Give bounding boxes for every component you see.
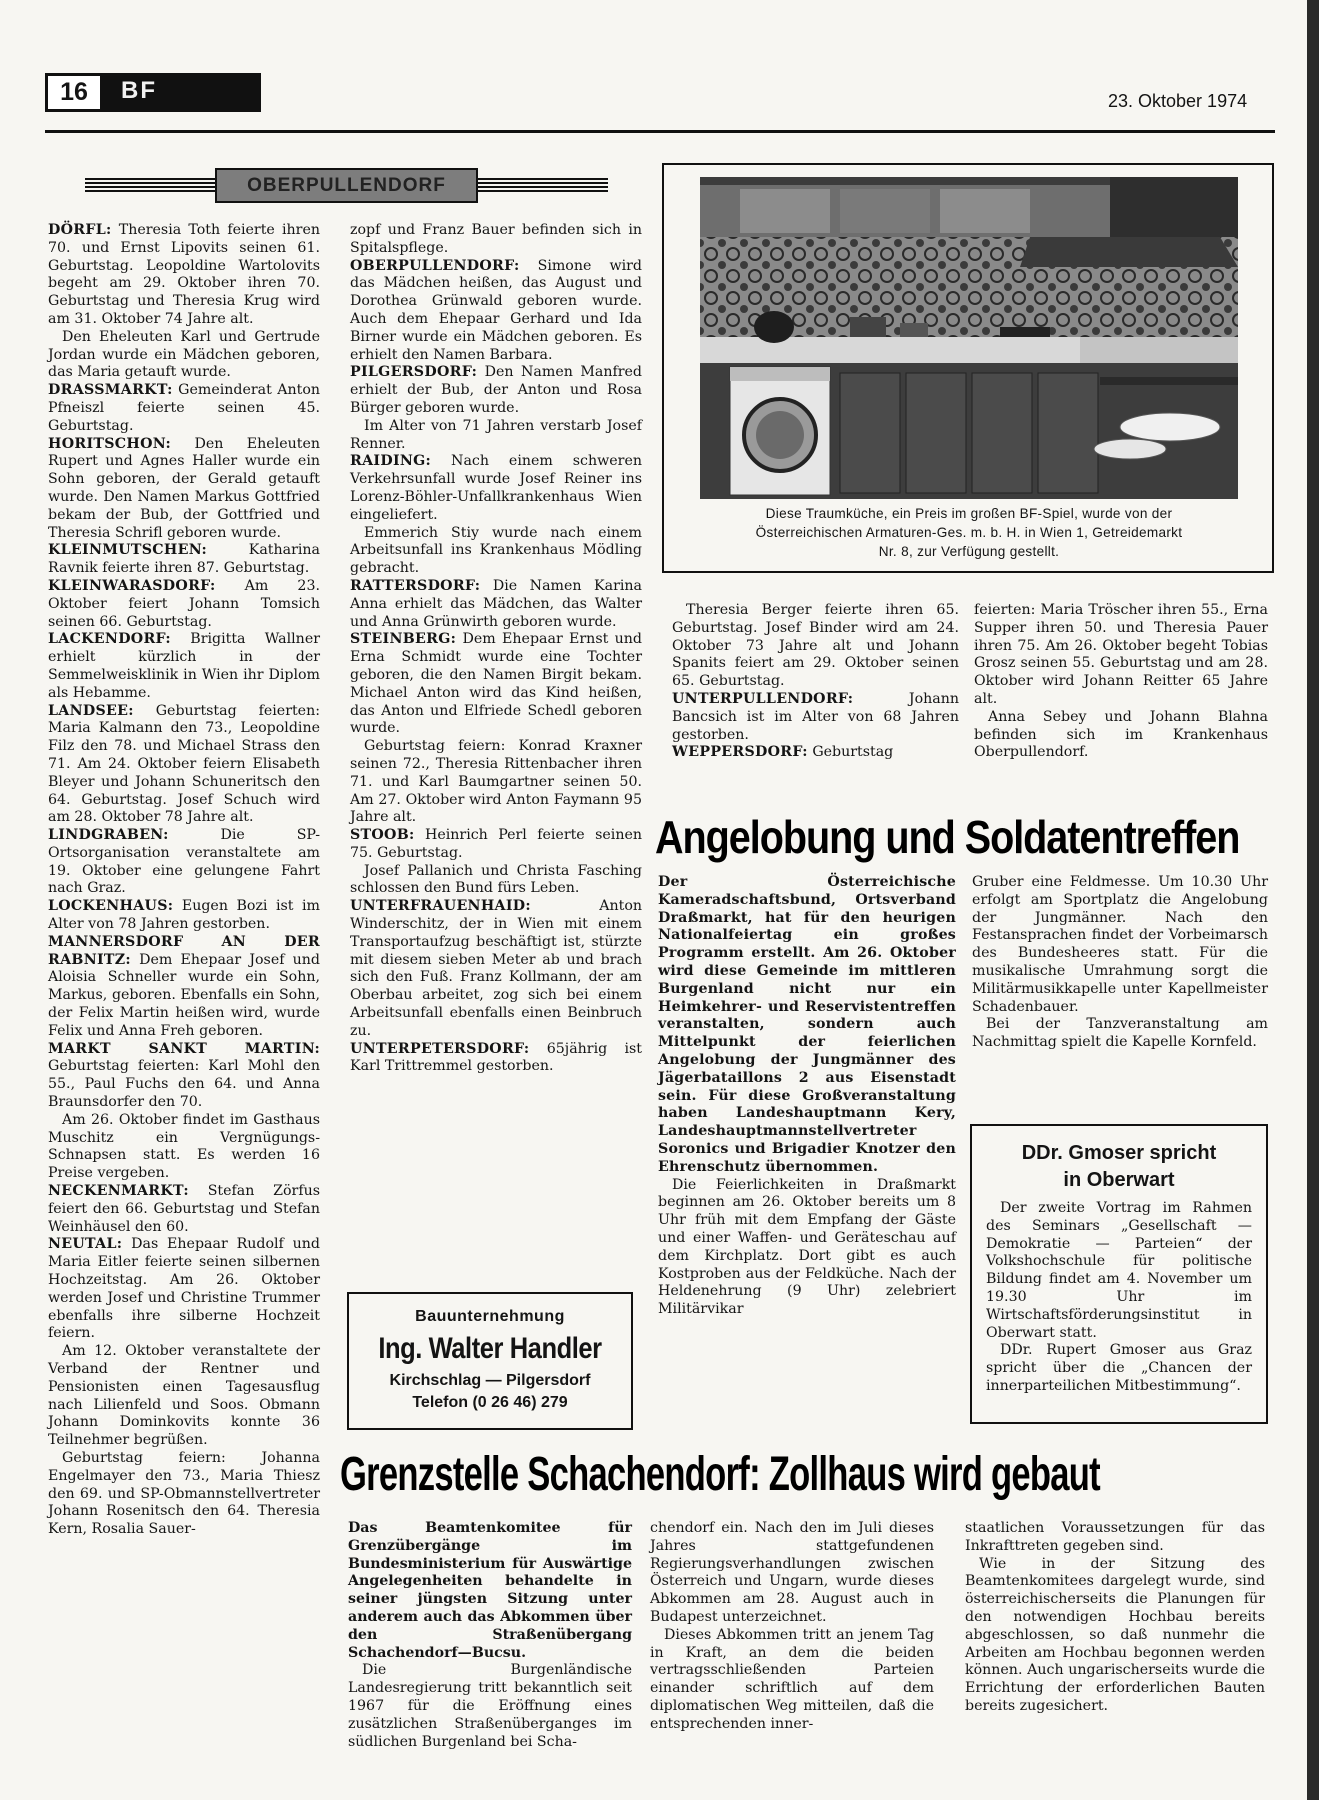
headline-angelobung: Angelobung und Soldatentreffen xyxy=(655,811,1240,863)
news-text: zopf und Franz Bauer befinden sich in Spitalspflege. xyxy=(350,222,642,256)
news-text: Brigitta Wallner erhielt kürzlich in der Semmelweisklinik in Wien ihr Diplom als Hebamme. xyxy=(48,631,320,701)
place-head: HORITSCHON: xyxy=(48,435,172,452)
article-text: Wie in der Sitzung des Beamtenkomitees dargelegt wurde, sind österreichischerseits die Planungen für den notwendigen Hochbau bereits abgeschlossen, so daß nunmehr die Arbeiten am Hochbau begonnen werden können. Auch ungarischerseits wurde die Errichtung der erforderlichen Bauten bereits zugesichert. xyxy=(965,1555,1265,1714)
article-text: Die Feierlichkeiten in Draßmarkt beginnen am 26. Oktober bereits um 8 Uhr früh mit dem Empfang der Gäste und einer Waffen- und Geräteschau auf dem Kirchplatz. Dort gibt es auch Kostproben aus der Feldküche. Nach der Heldenehrung (9 Uhr) zelebriert Militärvikar xyxy=(658,1176,956,1318)
news-text: Gemeinderat Anton Pfneiszl feierte seinen 45. Geburtstag. xyxy=(48,382,320,434)
caption-line: Österreichischen Armaturen-Ges. m. b. H. in Wien 1, Getreidemarkt xyxy=(755,525,1183,540)
advert-handler xyxy=(347,1292,633,1430)
news-text: Das Ehepaar Rudolf und Maria Eitler feierte seinen silbernen Hochzeitstag. Am 26. Oktober werden Josef und Christine Trummer ebenfalls ihre silberne Hochzeit feiern. xyxy=(48,1236,320,1342)
place-head: RATTERSDORF: xyxy=(350,577,481,594)
place-head: LINDGRABEN: xyxy=(48,827,169,844)
place-head: STOOB: xyxy=(350,827,415,844)
news-column-4 xyxy=(974,602,1268,788)
box-text: Der zweite Vortrag im Rahmen des Seminars „Gesellschaft — Demokratie — Parteien“ der Volkshochschule für politische Bildung findet am 4. November um 19.30 Uhr im Wirtschaftsförderungsinstitut in Oberwart statt. xyxy=(986,1200,1252,1341)
place-head: PILGERSDORF: xyxy=(350,364,478,381)
news-text: Am 12. Oktober veranstaltete der Verband der Rentner und Pensionisten einen Tagesausflug nach Lilienfeld und Soos. Obmann Johann Dominkovits konnte 36 Teilnehmer begrüßen. xyxy=(48,1343,320,1449)
news-text: Den Eheleuten Rupert und Agnes Haller wurde ein Sohn geboren, der Gerald getauft wurde. Den Namen Markus Gottfried bekam der Bub, der Gottfried und Theresia Schrifl geboren wurde. xyxy=(48,435,320,541)
news-text: Am 23. Oktober feiert Johann Tomsich seinen 66. Geburtstag. xyxy=(48,577,320,630)
article-lead: Der Österreichische Kameradschaftsbund, Ortsverband Draßmarkt, hat für den heurigen Nationalfeiertag ein großes Programm erstellt. Am 26. Oktober wird diese Gemeinde im mittleren Burgenland nicht nur ein Heimkehrer- und Reservistentreffen veranstalten, sondern auch Mittelpunkt der feierlichen Angelobung der Jungmänner des Jägerbataillons 2 aus Eisenstadt sein. Für diese Großveranstaltung haben Landeshauptmann Kery, Landeshauptmannstellvertreter Soronics und Brigadier Knotzer den Ehrenschutz übernommen. xyxy=(658,874,956,1175)
news-text: Theresia Berger feierte ihren 65. Geburtstag. Josef Binder wird am 24. Oktober 73 Jahre alt und Johann Spanits feiert am 29. Oktober seinen 65. Geburtstag. xyxy=(672,602,959,690)
news-text: Anna Sebey und Johann Blahna befinden sich im Krankenhaus Oberpullendorf. xyxy=(974,708,1268,761)
article-grenzstelle-col2 xyxy=(650,1520,934,1785)
news-text: feierten: Maria Tröscher ihren 55., Erna Supper ihren 50. und Theresia Pauer ihren 75. Am 26. Oktober begeht Tobias Grosz seinen 55. Geburtstag und am 28. Oktober wird Johann Reitter 65 Jahre alt. xyxy=(974,602,1268,707)
news-text: 65jährig ist Karl Trittremmel gestorben. xyxy=(350,1040,643,1075)
news-text: Die Namen Karina Anna erhielt das Mädchen, das Walter und Anna Grünwirth geboren wurde. xyxy=(350,577,642,630)
news-text: Geburtstag feierten: Karl Mohl den 55., Paul Fuchs den 64. und Anna Braunsdorfer den 70. xyxy=(48,1058,320,1111)
caption-line: Diese Traumküche, ein Preis im großen BF-Spiel, wurde von der xyxy=(765,506,1173,521)
place-head: MANNERSDORF AN DER RABNITZ: xyxy=(48,933,320,968)
issue-date: 23. Oktober 1974 xyxy=(1108,91,1248,111)
place-head: UNTERPETERSDORF: xyxy=(350,1040,530,1057)
news-text: Josef Pallanich und Christa Fasching schlossen den Bund fürs Leben. xyxy=(350,862,642,897)
place-head: DRASSMARKT: xyxy=(48,382,173,399)
article-text: staatlichen Voraussetzungen für das Inkrafttreten gegeben sind. xyxy=(965,1520,1265,1554)
news-column-2 xyxy=(350,222,642,1296)
news-text: Dem Ehepaar Josef und Aloisia Schneller wurde ein Sohn, Markus, geboren. Ebenfalls ein Sohn, der Felix Martin heißen wird, wurde Felix und Anna Freh geboren. xyxy=(48,951,320,1039)
place-head: NEUTAL: xyxy=(48,1236,123,1253)
article-grenzstelle-col3 xyxy=(965,1520,1265,1785)
place-head: UNTERFRAUENHAID: xyxy=(350,898,531,915)
news-text: Eugen Bozi ist im Alter von 78 Jahren gestorben. xyxy=(48,898,320,933)
box-title-line: in Oberwart xyxy=(1063,1169,1175,1191)
news-text: Im Alter von 71 Jahren verstarb Josef Renner. xyxy=(350,417,642,452)
news-text: Geburtstag feierten: Maria Kalmann den 73., Leopoldine Filz den 78. und Michael Strass den 71. Am 24. Oktober feiern Elisabeth Bleyer und Johann Schuneritsch den 64. Geburtstag. Josef Schuch wird am 28. Oktober 78 Jahre alt. xyxy=(48,702,320,826)
news-text: Anton Winderschitz, der in Wien mit einem Transportaufzug beschäftigt ist, stürzte mit diesem sieben Meter ab und brach sich den Fuß. Franz Kollmann, der am Oberbau arbeitet, zog sich bei einem Arbeitsunfall ebenfalls einen Beinbruch zu. xyxy=(350,898,642,1039)
kitchen-image xyxy=(700,177,1238,499)
article-text: Bei der Tanzveranstaltung am Nachmittag spielt die Kapelle Kornfeld. xyxy=(972,1016,1268,1051)
place-head: LACKENDORF: xyxy=(48,631,171,648)
article-text: Dieses Abkommen tritt an jenem Tag in Kraft, an dem die beiden vertragsschließenden Parteien einander schriftlich auf dem diplomatischen Weg mitteilen, daß die entsprechenden inner- xyxy=(650,1626,934,1732)
news-column-3 xyxy=(672,602,959,788)
scan-edge xyxy=(1307,0,1319,1800)
news-text: Den Eheleuten Karl und Gertrude Jordan wurde ein Mädchen geboren, das Maria getauft wurde. xyxy=(48,328,320,381)
article-lead: Das Beamtenkomitee für Grenzübergänge im Bundesministerium für Auswärtige Angelegenheiten behandelte in seiner jüngsten Sitzung unter anderem auch das Abkommen über den Straßenübergang Schachendorf—Bucsu. xyxy=(348,1520,632,1661)
article-text: Gruber eine Feldmesse. Um 10.30 Uhr erfolgt am Sportplatz die Angelobung der Jungmänner. Nach den Festansprachen findet der Vorbeimarsch des Bundesheeres statt. Für die musikalische Umrahmung sorgt die Militärmusikkapelle unter Kapellmeister Schadenbauer. xyxy=(972,874,1268,1015)
article-text: chendorf ein. Nach den im Juli dieses Jahres stattgefundenen Regierungsverhandlungen zwischen Österreich und Ungarn, wurde dieses Abkommen am 28. August auch in Budapest unterzeichnet. xyxy=(650,1520,934,1625)
gmoser-box xyxy=(970,1124,1268,1424)
place-head: KLEINWARASDORF: xyxy=(48,577,216,594)
news-text: Geburtstag xyxy=(812,744,894,761)
headline-grenzstelle: Grenzstelle Schachendorf: Zollhaus wird gebaut xyxy=(340,1448,1100,1501)
news-column-1 xyxy=(48,222,320,1782)
place-head: WEPPERSDORF: xyxy=(672,744,808,761)
article-text: Die Burgenländische Landesregierung tritt bekanntlich seit 1967 für die Eröffnung eines zusätzlichen Straßenüberganges im südlichen Burgenland bei Scha- xyxy=(348,1662,632,1750)
place-head: KLEINMUTSCHEN: xyxy=(48,542,208,559)
place-head: RAIDING: xyxy=(350,453,432,470)
news-text: Am 26. Oktober findet im Gasthaus Muschitz ein Vergnügungs-Schnapsen statt. Es werden 16 Preise vergeben. xyxy=(48,1111,320,1182)
news-text: Nach einem schweren Verkehrsunfall wurde Josef Reiner ins Lorenz-Böhler-Unfallkrankenhaus Wien eingeliefert. xyxy=(350,453,642,523)
caption-line: Nr. 8, zur Verfügung gestellt. xyxy=(878,544,1060,559)
news-text: Heinrich Perl feierte seinen 75. Geburtstag. xyxy=(350,827,642,861)
news-text: Simone wird das Mädchen heißen, das August und Dorothea Grünwald geboren wurde. Auch dem Ehepaar Gerhard und Ida Birner wurde ein Mädchen geboren. Es erhielt den Namen Barbara. xyxy=(350,257,643,363)
news-text: Stefan Zörfus feiert den 66. Geburtstag und Stefan Weinhäusel den 60. xyxy=(48,1183,320,1235)
hatch-right xyxy=(478,178,608,194)
news-text: Die SP-Ortsorganisation veranstaltete am 19. Oktober eine gelungene Fahrt nach Graz. xyxy=(48,827,320,897)
place-head: MARKT SANKT MARTIN: xyxy=(48,1040,320,1057)
photo-frame xyxy=(662,163,1274,573)
place-head: NECKENMARKT: xyxy=(48,1183,189,1200)
advert-line: Bauunternehmung xyxy=(415,1308,565,1325)
advert-phone: Telefon (0 26 46) 279 xyxy=(412,1394,568,1411)
box-title-line: DDr. Gmoser spricht xyxy=(1021,1142,1217,1164)
news-text: Emmerich Stiy wurde nach einem Arbeitsunfall ins Krankenhaus Mödling gebracht. xyxy=(350,524,642,577)
advert-company: Ing. Walter Handler xyxy=(378,1332,602,1365)
header-rule xyxy=(45,130,1275,133)
region-label: OBERPULLENDORF xyxy=(215,168,478,203)
box-text: DDr. Rupert Gmoser aus Graz spricht über die „Chancen der innerparteilichen Mitbestimmung“. xyxy=(986,1342,1252,1394)
article-grenzstelle-col1 xyxy=(348,1520,632,1785)
news-text: Geburtstag feiern: Konrad Kraxner seinen 72., Theresia Rittenbacher ihren 71. und Karl Baumgartner seinen 50. Am 27. Oktober wird Anton Faymann 95 Jahre alt. xyxy=(350,738,642,826)
place-head: LOCKENHAUS: xyxy=(48,898,174,915)
article-angelobung-right xyxy=(972,874,1268,1114)
box-title xyxy=(972,1140,1266,1194)
news-text: Geburtstag feiern: Johanna Engelmayer den 73., Maria Thiesz den 69. und SP-Obmannstellvertreter Johann Rosenitsch den 64. Theresia Kern, Rosalia Sauer- xyxy=(48,1449,320,1538)
section-bar xyxy=(103,73,261,112)
place-head: STEINBERG: xyxy=(350,631,457,648)
box-body xyxy=(986,1200,1252,1396)
place-head: UNTERPULLENDORF: xyxy=(672,690,854,707)
news-text: Katharina Ravnik feierte ihren 87. Geburtstag. xyxy=(48,542,320,577)
place-head: OBERPULLENDORF: xyxy=(350,257,520,274)
place-head: DÖRFL: xyxy=(48,222,112,238)
photo-caption xyxy=(684,504,1254,561)
article-angelobung-left xyxy=(658,874,956,1318)
hatch-left xyxy=(85,178,215,194)
page-number: 16 xyxy=(45,73,103,112)
news-text: Dem Ehepaar Ernst und Erna Schmidt wurde eine Tochter geboren, die den Namen Birgit bekam. Michael Anton wird das Kind heißen, das Anton und Elfriede Schedl geboren wurde. xyxy=(350,631,642,737)
section-label: BF xyxy=(121,77,157,104)
news-text: Den Namen Manfred erhielt der Bub, der Anton und Rosa Bürger geboren wurde. xyxy=(350,364,642,416)
news-text: Johann Bancsich ist im Alter von 68 Jahren gestorben. xyxy=(672,690,959,743)
kitchen-photo xyxy=(700,177,1238,499)
place-head: LANDSEE: xyxy=(48,702,134,719)
news-text: Theresia Toth feierte ihren 70. und Ernst Lipovits seinen 61. Geburtstag. Leopoldine Wartolovits begeht am 29. Oktober ihren 70. Geburtstag und Theresia Krug wird am 31. Oktober 74 Jahre alt. xyxy=(48,222,320,327)
advert-line: Kirchschlag — Pilgersdorf xyxy=(389,1372,591,1389)
